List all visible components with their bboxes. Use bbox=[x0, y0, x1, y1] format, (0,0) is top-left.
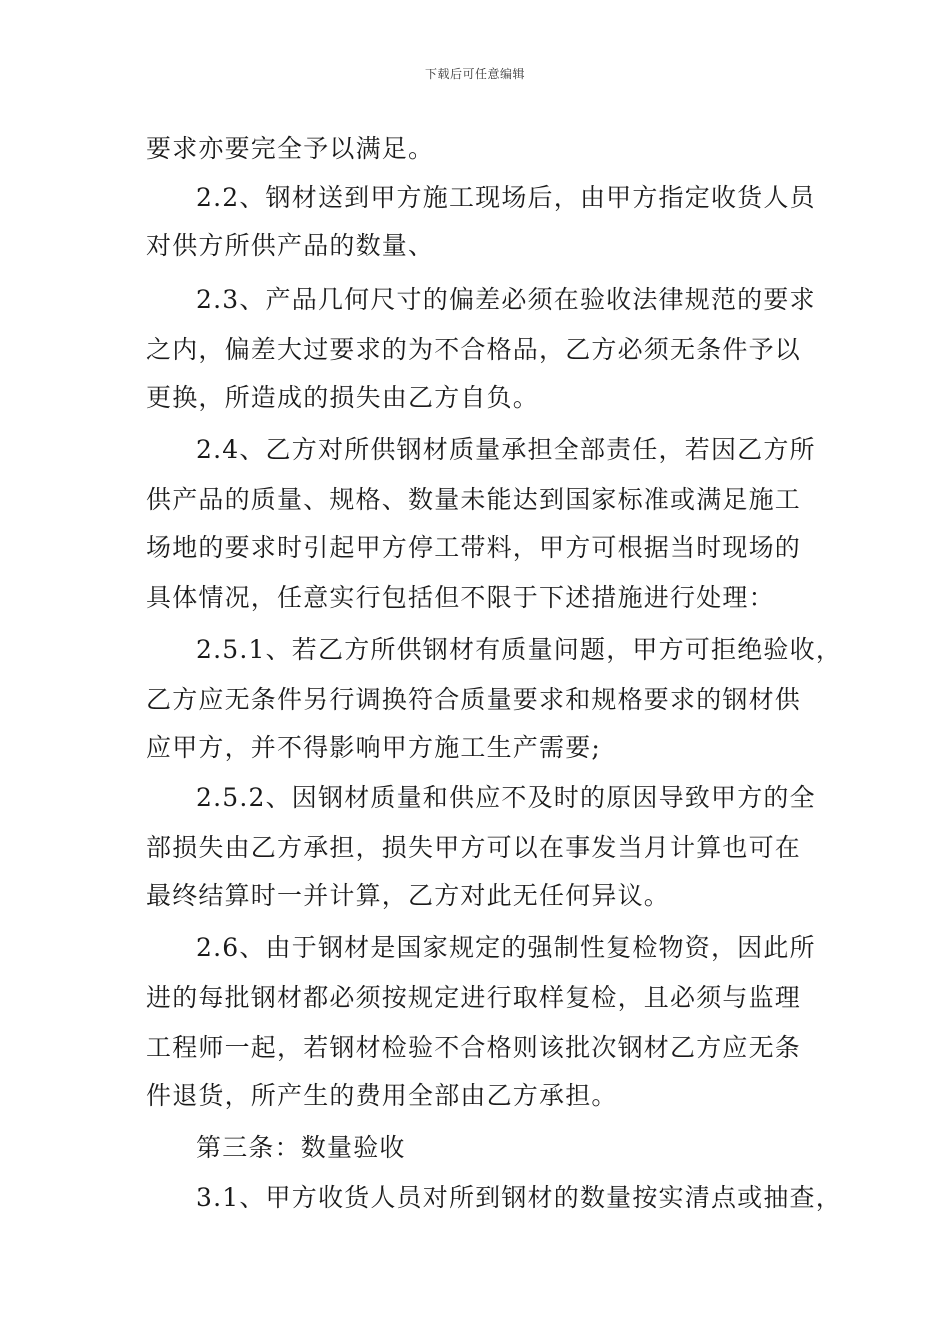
page-header: 下载后可任意编辑 bbox=[424, 67, 525, 81]
text-line: 对供方所供产品的数量、 bbox=[146, 231, 435, 260]
text-line: 要求亦要完全予以满足。 bbox=[146, 134, 435, 163]
text-line: 更换，所造成的损失由乙方自负。 bbox=[146, 383, 540, 412]
text-line: 乙方应无条件另行调换符合质量要求和规格要求的钢材供 bbox=[146, 685, 802, 714]
text-line: 工程师一起，若钢材检验不合格则该批次钢材乙方应无条 bbox=[146, 1033, 802, 1062]
section-heading: 第三条：数量验收 bbox=[196, 1133, 406, 1162]
text-line: 之内，偏差大过要求的为不合格品，乙方必须无条件予以 bbox=[146, 335, 802, 364]
text-line: 2.5.1、若乙方所供钢材有质量问题，甲方可拒绝验收， bbox=[196, 635, 843, 664]
text-line: 最终结算时一并计算，乙方对此无任何异议。 bbox=[146, 881, 671, 910]
text-line: 应甲方，并不得影响甲方施工生产需要; bbox=[146, 733, 602, 762]
text-line: 2.5.2、因钢材质量和供应不及时的原因导致甲方的全 bbox=[196, 783, 816, 812]
text-line: 2.3、产品几何尺寸的偏差必须在验收法律规范的要求 bbox=[196, 285, 816, 314]
text-line: 2.6、由于钢材是国家规定的强制性复检物资，因此所 bbox=[196, 933, 816, 962]
text-line: 部损失由乙方承担，损失甲方可以在事发当月计算也可在 bbox=[146, 833, 802, 862]
text-line: 3.1、甲方收货人员对所到钢材的数量按实清点或抽查， bbox=[196, 1183, 842, 1212]
text-line: 2.2、钢材送到甲方施工现场后，由甲方指定收货人员 bbox=[196, 183, 816, 212]
text-line: 2.4、乙方对所供钢材质量承担全部责任，若因乙方所 bbox=[196, 435, 816, 464]
text-line: 供产品的质量、规格、数量未能达到国家标准或满足施工 bbox=[146, 485, 802, 514]
text-line: 场地的要求时引起甲方停工带料，甲方可根据当时现场的 bbox=[146, 533, 802, 562]
text-line: 件退货，所产生的费用全部由乙方承担。 bbox=[146, 1081, 618, 1110]
text-line: 具体情况，任意实行包括但不限于下述措施进行处理： bbox=[146, 583, 775, 612]
text-line: 进的每批钢材都必须按规定进行取样复检，且必须与监理 bbox=[146, 983, 802, 1012]
